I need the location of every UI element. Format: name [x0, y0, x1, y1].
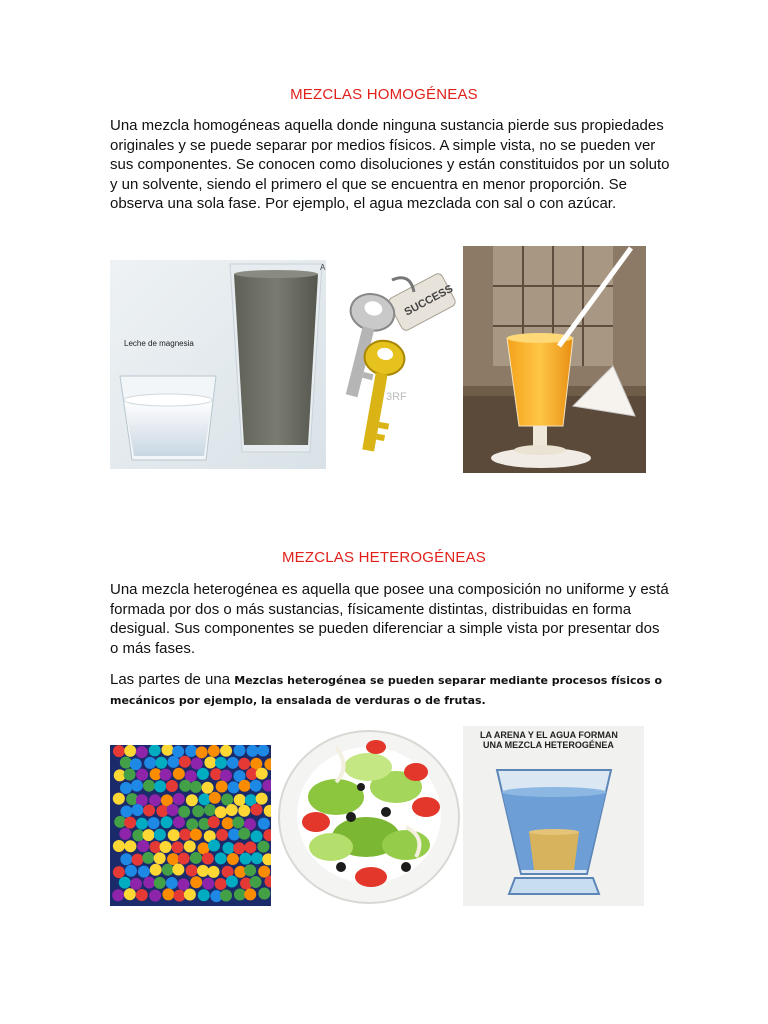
- ball: [202, 852, 214, 864]
- ball: [244, 841, 256, 853]
- ball: [232, 817, 244, 829]
- ball: [149, 794, 161, 806]
- ball: [167, 756, 179, 768]
- ball: [190, 781, 202, 793]
- orange-juice-image: [463, 246, 646, 473]
- ball: [172, 746, 184, 758]
- ball: [119, 828, 131, 840]
- ball: [258, 818, 270, 830]
- ball: [173, 768, 185, 780]
- ball: [190, 876, 202, 888]
- ball: [130, 878, 142, 890]
- ball: [113, 793, 125, 805]
- ball: [222, 817, 234, 829]
- ball: [244, 888, 256, 900]
- ball: [113, 866, 125, 878]
- ball: [167, 853, 179, 865]
- key-tag-text: SUCCESS: [402, 282, 456, 319]
- ball: [220, 890, 232, 902]
- ball: [228, 781, 240, 793]
- section2-title: MEZCLAS HETEROGÉNEAS: [281, 549, 487, 566]
- ball: [113, 840, 125, 852]
- ball: [156, 805, 168, 817]
- ball: [179, 756, 191, 768]
- ball: [119, 877, 131, 889]
- ball: [239, 780, 251, 792]
- ball: [138, 866, 150, 878]
- ball: [166, 780, 178, 792]
- ball: [132, 804, 144, 816]
- magnesia-label-text: Leche de magnesia: [124, 339, 194, 348]
- section1-paragraph: Una mezcla homogéneas aquella donde ninguna sustancia pierde sus propiedades originales y se puede separar por medios físicos. A simple vista, no se pueden ver sus componentes. Se conocen como disoluciones y están constituidos por un soluto y un solvente, siendo el primero el que se encuentra en menor proporción. Se observa una sola fase. Por ejemplo, el agua mezclada con sal o con azúcar.: [110, 117, 670, 212]
- ball: [196, 746, 208, 758]
- ball: [246, 745, 258, 757]
- ball: [251, 852, 263, 864]
- ball: [215, 806, 227, 818]
- ball: [154, 877, 166, 889]
- success-key-image: [330, 262, 458, 472]
- ball: [124, 888, 136, 900]
- ball: [125, 865, 137, 877]
- section2-paragraph2: [110, 670, 670, 710]
- ball: [202, 782, 214, 794]
- ball: [208, 816, 220, 828]
- ball: [258, 888, 270, 900]
- section2-paragraph2-bold: Mezclas heterogénea se pueden separar mediante procesos físicos o mecánicos por ejemplo, la ensalada de verduras o de frutas.: [110, 674, 663, 707]
- ball: [143, 829, 155, 841]
- ball: [179, 829, 191, 841]
- ball: [155, 757, 167, 769]
- ball: [251, 830, 263, 842]
- ball: [166, 877, 178, 889]
- ball: [186, 818, 198, 830]
- ball: [136, 769, 148, 781]
- ball: [190, 829, 202, 841]
- ball: [124, 768, 136, 780]
- ball: [160, 841, 172, 853]
- ball: [215, 757, 227, 769]
- ball: [221, 793, 233, 805]
- ball: [144, 757, 156, 769]
- sand-water-image: [463, 726, 644, 906]
- ball: [238, 758, 250, 770]
- ball: [124, 745, 136, 757]
- ball: [120, 782, 132, 794]
- ball: [208, 866, 220, 878]
- section2-paragraph: Una mezcla heterogénea es aquella que posee una composición no uniforme y está formada por dos o más sustancias, físicamente distintas, distribuidas en forma desigual. Sus componentes se pueden diferenciar a simple vista por presentar dos o más fases.: [110, 581, 669, 657]
- ball: [238, 828, 250, 840]
- ball: [179, 780, 191, 792]
- ball: [142, 852, 154, 864]
- ball: [137, 840, 149, 852]
- ball: [256, 768, 268, 780]
- key-watermark: 3RF: [386, 391, 407, 403]
- ball: [186, 864, 198, 876]
- ball: [216, 781, 228, 793]
- ball: [208, 745, 220, 757]
- section1-title: MEZCLAS HOMOGÉNEAS: [290, 86, 478, 103]
- ball: [124, 840, 136, 852]
- ball: [226, 876, 238, 888]
- salad-plate-image: [276, 727, 463, 907]
- ball: [191, 758, 203, 770]
- ball: [222, 842, 234, 854]
- ball: [173, 890, 185, 902]
- ball: [198, 889, 210, 901]
- ball: [160, 769, 172, 781]
- ball: [132, 854, 144, 866]
- ball: [172, 841, 184, 853]
- ball: [215, 852, 227, 864]
- ball: [124, 817, 136, 829]
- ball: [130, 758, 142, 770]
- ball: [184, 888, 196, 900]
- ball: [112, 889, 124, 901]
- ball: [258, 866, 270, 878]
- ball: [120, 853, 132, 865]
- ball: [154, 852, 166, 864]
- ball: [186, 794, 198, 806]
- ball: [209, 792, 221, 804]
- ball: [154, 780, 166, 792]
- ball: [215, 878, 227, 890]
- ball: [250, 780, 262, 792]
- ball: [250, 804, 262, 816]
- ball: [208, 840, 220, 852]
- ball: [178, 806, 190, 818]
- ball: [197, 768, 209, 780]
- ball: [198, 793, 210, 805]
- ball: [167, 804, 179, 816]
- ball: [150, 864, 162, 876]
- ball: [190, 852, 202, 864]
- ball: [178, 853, 190, 865]
- ball: [173, 816, 185, 828]
- ball: [120, 805, 132, 817]
- ball: [238, 805, 250, 817]
- ball: [216, 829, 228, 841]
- ball: [192, 805, 204, 817]
- ball: [220, 745, 232, 757]
- ball: [149, 890, 161, 902]
- ball: [204, 756, 216, 768]
- ball: [202, 878, 214, 890]
- ball: [173, 793, 185, 805]
- sand-caption-line1: LA ARENA Y EL AGUA FORMAN: [480, 730, 618, 740]
- ball: [234, 794, 246, 806]
- ball: [143, 877, 155, 889]
- ball: [197, 865, 209, 877]
- sand-caption-line2: UNA MEZCLA HETEROGÉNEA: [483, 740, 614, 750]
- ball: [226, 804, 238, 816]
- ball: [172, 864, 184, 876]
- ball: [161, 816, 173, 828]
- ball: [136, 818, 148, 830]
- magnesia-glasses-image: [110, 260, 326, 469]
- ball: [143, 804, 155, 816]
- ball: [204, 804, 216, 816]
- ball: [250, 876, 262, 888]
- magnesia-corner-mark: A: [320, 263, 326, 272]
- ball: [162, 888, 174, 900]
- ball: [234, 889, 246, 901]
- ball: [185, 745, 197, 757]
- ball: [113, 745, 125, 757]
- ball: [220, 770, 232, 782]
- ball: [131, 780, 143, 792]
- ball: [148, 817, 160, 829]
- ball: [143, 780, 155, 792]
- ball: [154, 829, 166, 841]
- ball: [227, 853, 239, 865]
- ball: [240, 853, 252, 865]
- ball: [257, 841, 269, 853]
- colored-balls-image: [110, 745, 271, 906]
- ball: [257, 745, 269, 756]
- ball: [256, 793, 268, 805]
- ball: [244, 864, 256, 876]
- section2-paragraph2-lead: Las partes de una: [110, 671, 235, 688]
- ball: [168, 829, 180, 841]
- ball: [178, 878, 190, 890]
- ball: [136, 746, 148, 758]
- ball: [233, 842, 245, 854]
- ball: [227, 757, 239, 769]
- ball: [136, 889, 148, 901]
- ball: [184, 840, 196, 852]
- ball: [162, 864, 174, 876]
